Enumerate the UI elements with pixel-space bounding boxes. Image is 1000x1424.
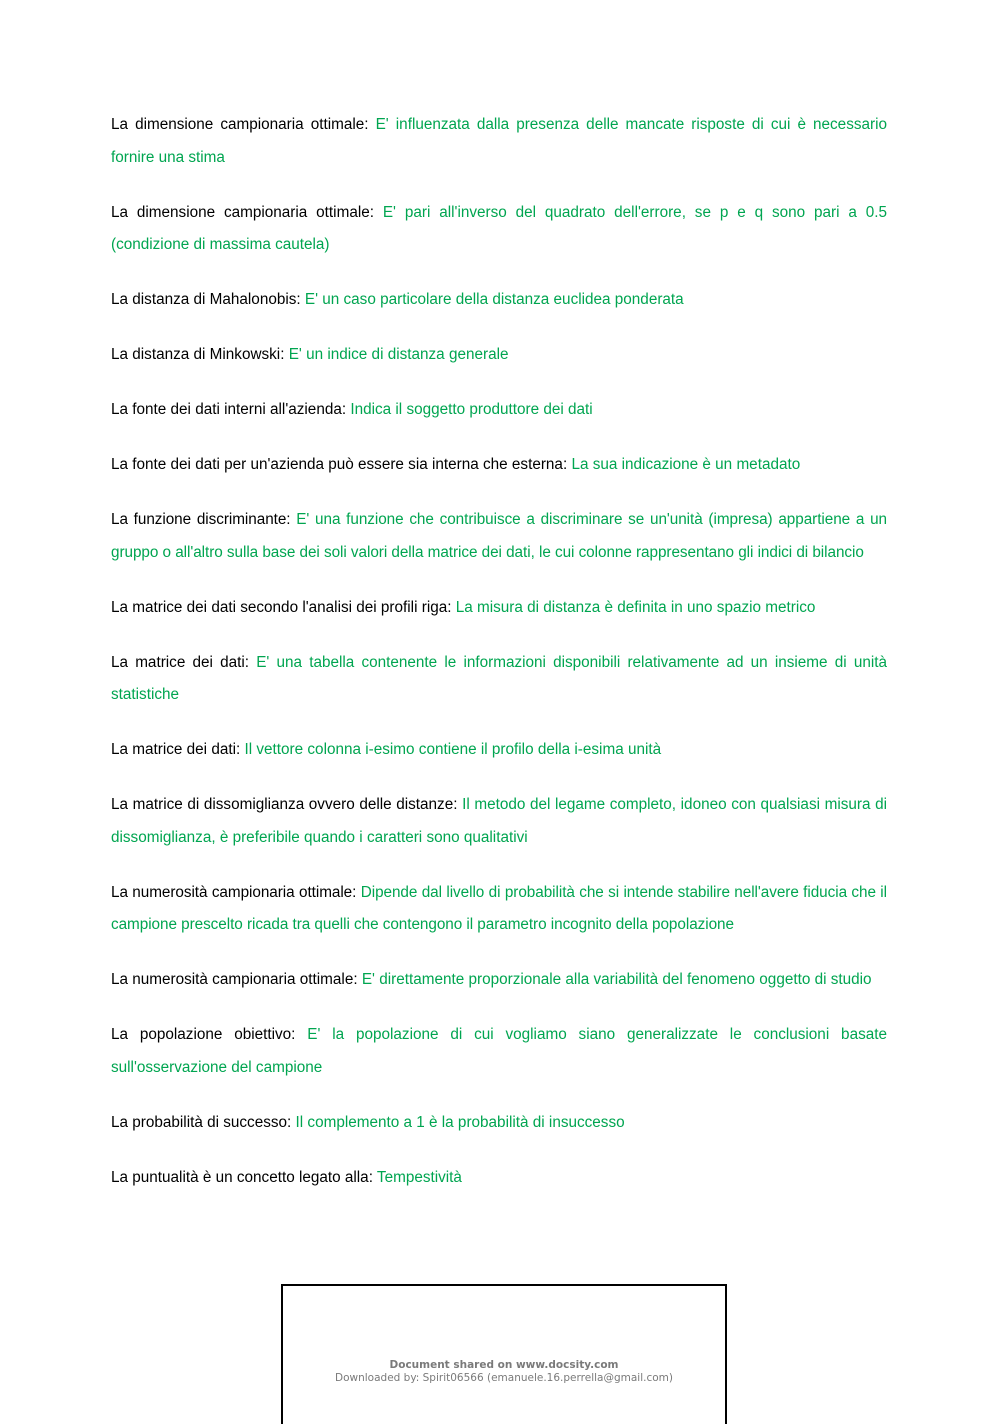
answer-text: E' la popolazione di cui vogliamo siano generalizzate le conclusioni basate sull'osservazione del campione <box>111 1026 887 1076</box>
qa-list <box>111 109 887 1217</box>
answer-text: La sua indicazione è un metadato <box>571 456 801 473</box>
question-text: La popolazione obiettivo: <box>111 1026 308 1043</box>
question-text: La dimensione campionaria ottimale: <box>111 116 376 133</box>
question-text: La distanza di Minkowski: <box>111 346 289 363</box>
answer-text: E' influenzata dalla presenza delle mancate risposte di cui è necessario fornire una stima <box>111 116 887 166</box>
qa-entry <box>111 647 887 712</box>
question-text: La probabilità di successo: <box>111 1113 296 1131</box>
answer-text: E' un caso particolare della distanza euclidea ponderata <box>304 291 684 308</box>
qa-entry <box>111 789 887 854</box>
qa-entry <box>111 592 887 625</box>
question-text: La matrice dei dati secondo l'analisi dei profili riga: <box>111 598 456 616</box>
question-text: La dimensione campionaria ottimale: <box>111 203 383 221</box>
docsity-footer-box <box>281 1284 727 1424</box>
answer-text: E' una tabella contenente le informazioni disponibili relativamente ad un insieme di unità statistiche <box>111 653 887 703</box>
answer-text: Il metodo del legame completo, idoneo con qualsiasi misura di dissomiglianza, è preferibile quando i caratteri sono qualitativi <box>111 796 887 846</box>
question-text: La numerosità campionaria ottimale: <box>111 971 362 988</box>
answer-text: E' una funzione che contribuisce a discriminare se un'unità (impresa) appartiene a un gruppo o all'altro sulla base dei soli valori della matrice dei dati, le cui colonne rappresentano gli indici di bilancio <box>111 511 887 561</box>
answer-text: Indica il soggetto produttore dei dati <box>350 401 593 418</box>
qa-entry <box>111 1019 887 1084</box>
qa-entry <box>111 197 887 262</box>
qa-entry <box>111 504 887 569</box>
qa-entry <box>111 284 887 317</box>
question-text: La matrice dei dati: <box>111 653 257 671</box>
answer-text: La misura di distanza è definita in uno spazio metrico <box>455 598 816 616</box>
qa-entry <box>111 109 887 174</box>
answer-text: Il complemento a 1 è la probabilità di insuccesso <box>295 1113 625 1131</box>
answer-text: E' pari all'inverso del quadrato dell'errore, se p e q sono pari a 0.5 (condizione di massima cautela) <box>111 203 887 253</box>
question-text: La matrice dei dati: <box>111 741 245 758</box>
question-text: La numerosità campionaria ottimale: <box>111 883 361 901</box>
footer-shared-text: Document shared on www.docsity.com <box>389 1359 619 1371</box>
qa-entry <box>111 1162 887 1195</box>
question-text: La funzione discriminante: <box>111 511 297 528</box>
qa-entry <box>111 449 887 482</box>
question-text: La fonte dei dati per un'azienda può essere sia interna che esterna: <box>111 456 572 473</box>
question-text: La fonte dei dati interni all'azienda: <box>111 401 351 418</box>
answer-text: Il vettore colonna i-esimo contiene il profilo della i-esima unità <box>244 741 662 758</box>
qa-entry <box>111 339 887 372</box>
question-text: La puntualità è un concetto legato alla: <box>111 1168 377 1186</box>
qa-entry <box>111 394 887 427</box>
answer-text: E' direttamente proporzionale alla variabilità del fenomeno oggetto di studio <box>361 971 872 988</box>
footer-downloaded-text: Downloaded by: Spirit06566 (emanuele.16.perrella@gmail.com) <box>335 1372 673 1384</box>
qa-entry <box>111 964 887 997</box>
answer-text: E' un indice di distanza generale <box>288 346 509 363</box>
qa-entry <box>111 877 887 942</box>
answer-text: Tempestività <box>376 1168 462 1186</box>
question-text: La distanza di Mahalonobis: <box>111 291 305 308</box>
qa-entry <box>111 734 887 767</box>
qa-entry <box>111 1107 887 1140</box>
question-text: La matrice di dissomiglianza ovvero delle distanze: <box>111 796 463 813</box>
answer-text: Dipende dal livello di probabilità che si intende stabilire nell'avere fiducia che il campione prescelto ricada tra quelli che contengono il parametro incognito della popolazione <box>111 883 887 933</box>
